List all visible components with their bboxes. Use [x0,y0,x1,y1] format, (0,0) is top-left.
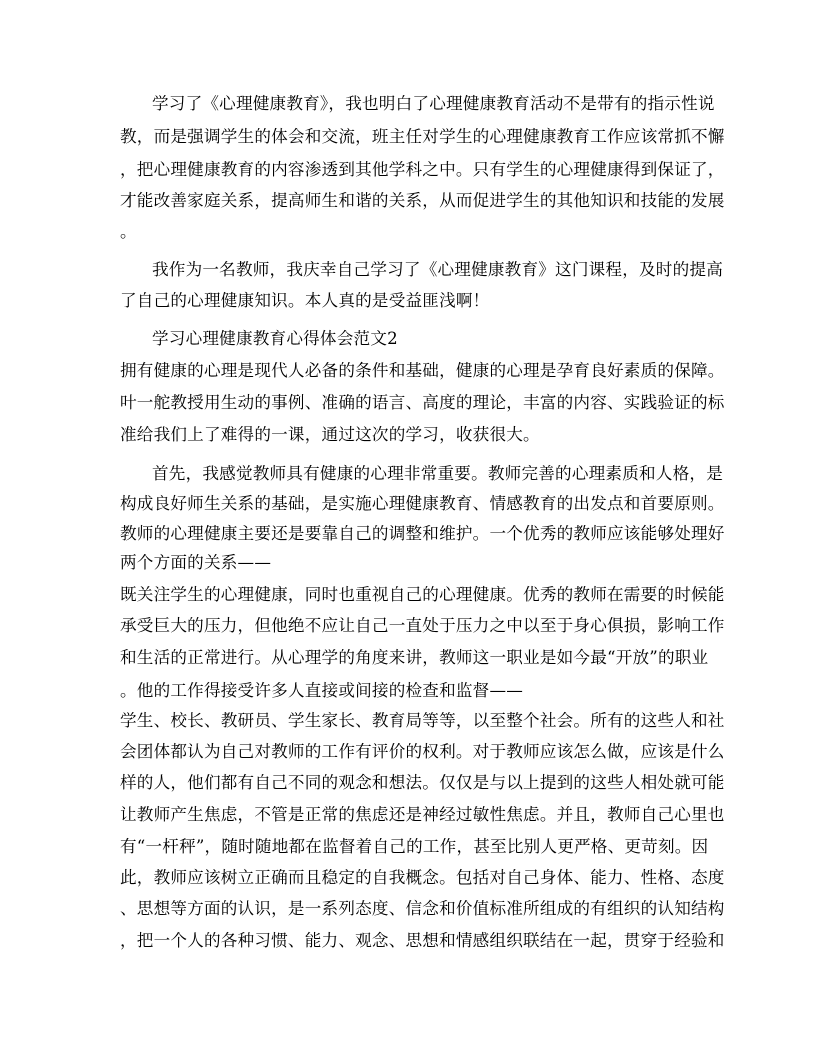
paragraph-line: 两个方面的关系—— [120,553,272,572]
paragraph-line: 让教师产生焦虑，不管是正常的焦虑还是神经过敏性焦虑。并且，教师自己心里也 [120,805,725,824]
paragraph-line: 拥有健康的心理是现代人必备的条件和基础，健康的心理是孕育良好素质的保障。 [120,361,725,380]
paragraph-line: 教师的心理健康主要还是要靠自己的调整和维护。一个优秀的教师应该能够处理好 [120,524,725,543]
paragraph-line: 、思想等方面的认识，是一系列态度、信念和价值标准所组成的有组织的认知结构 [120,899,725,918]
paragraph-line: 首先，我感觉教师具有健康的心理非常重要。教师完善的心理素质和人格，是 [152,464,723,483]
paragraph-line: 学生、校长、教研员、学生家长、教育局等等，以至整个社会。所有的这些人和社 [120,711,725,730]
section-heading: 学习心理健康教育心得体会范文2 [152,329,398,348]
paragraph-line: 样的人，他们都有自己不同的观念和想法。仅仅是与以上提到的这些人相处就可能 [120,773,725,792]
paragraph-line: 此，教师应该树立正确而且稳定的自我概念。包括对自己身体、能力、性格、态度 [120,868,725,887]
paragraph-line: 既关注学生的心理健康，同时也重视自己的心理健康。优秀的教师在需要的时候能 [120,585,725,604]
paragraph-line: 会团体都认为自己对教师的工作有评价的权利。对于教师应该怎么做，应该是什么 [120,742,725,761]
paragraph-line: 才能改善家庭关系，提高师生和谐的关系，从而促进学生的其他知识和技能的发展 [120,191,725,210]
paragraph-line: 教，而是强调学生的体会和交流，班主任对学生的心理健康教育工作应该常抓不懈 [120,127,725,146]
paragraph-line: 叶一舵教授用生动的事例、准确的语言、高度的理论，丰富的内容、实践验证的标 [120,393,725,412]
paragraph-line: 了自己的心理健康知识。本人真的是受益匪浅啊！ [120,291,490,310]
paragraph-line: 。他的工作得接受许多人直接或间接的检查和监督—— [120,681,524,700]
paragraph-line: 承受巨大的压力，但他绝不应让自己一直处于压力之中以至于身心俱损，影响工作 [120,616,725,635]
paragraph-line: 构成良好师生关系的基础，是实施心理健康教育、情感教育的出发点和首要原则。 [120,494,725,513]
paragraph-line: 我作为一名教师，我庆幸自己学习了《心理健康教育》这门课程，及时的提高 [152,260,723,279]
paragraph-line: 和生活的正常进行。从心理学的角度来讲，教师这一职业是如今最“开放”的职业 [120,648,709,667]
paragraph-line: 。 [120,222,137,241]
paragraph-line: ，把一个人的各种习惯、能力、观念、思想和情感组织联结在一起，贯穿于经验和 [120,931,725,950]
paragraph-line: ，把心理健康教育的内容渗透到其他学科之中。只有学生的心理健康得到保证了， [120,160,725,179]
paragraph-line: 学习了《心理健康教育》，我也明白了心理健康教育活动不是带有的指示性说 [152,94,715,113]
paragraph-line: 有“一杆秤”，随时随地都在监督着自己的工作，甚至比别人更严格、更苛刻。因 [120,837,709,856]
paragraph-line: 准给我们上了难得的一课，通过这次的学习，收获很大。 [120,425,540,444]
